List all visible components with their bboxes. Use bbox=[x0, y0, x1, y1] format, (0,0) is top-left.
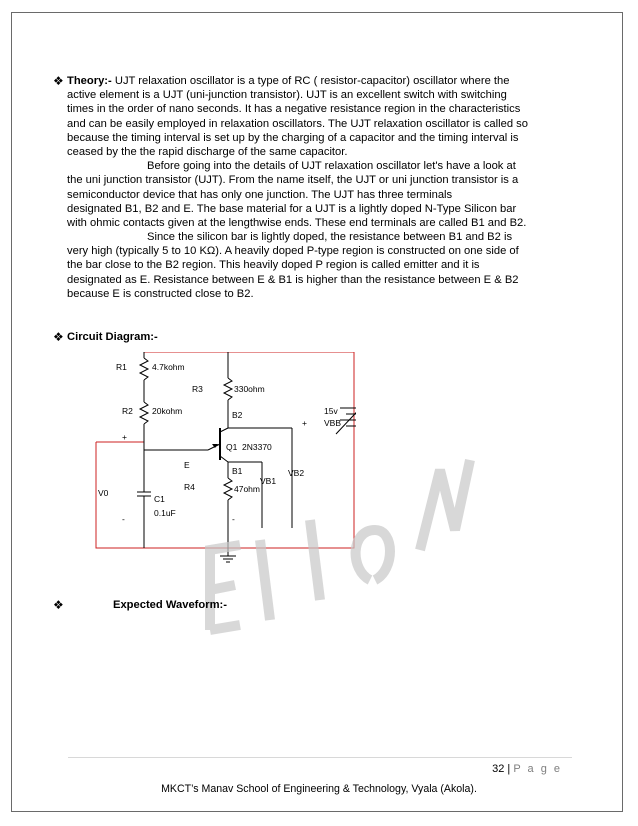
circuit-label: VB2 bbox=[288, 468, 305, 478]
theory-bullet-icon: ❖ bbox=[53, 74, 64, 88]
theory-line-15: designated as E. Resistance between E & B1 is higher than the resistance between E & B2 bbox=[67, 273, 519, 286]
waveform-bullet-icon: ❖ bbox=[53, 598, 64, 612]
circuit-label: 0.1uF bbox=[154, 508, 176, 518]
circuit-label: VBB bbox=[324, 418, 342, 428]
theory-line-12: Since the silicon bar is lightly doped, the resistance between B1 and B2 is bbox=[147, 231, 513, 244]
circuit-label: B1 bbox=[232, 466, 243, 476]
circuit-label: - bbox=[122, 514, 125, 524]
theory-line-16: because E is constructed close to B2. bbox=[67, 287, 254, 300]
circuit-bullet-icon: ❖ bbox=[53, 330, 64, 344]
theory-line-4: and can be easily employed in relaxation oscillators. The UJT relaxation oscillator is called so bbox=[67, 117, 528, 130]
circuit-label: C1 bbox=[154, 494, 165, 504]
circuit-heading: Circuit Diagram:- bbox=[67, 331, 158, 343]
theory-section bbox=[67, 74, 567, 301]
theory-line-3: times in the order of nano seconds. It has a negative resistance region in the characteristics bbox=[67, 103, 521, 116]
theory-line-8: the uni junction transistor (UJT). From the name itself, the UJT or uni junction transistor is a bbox=[67, 174, 519, 187]
circuit-label: - bbox=[232, 514, 235, 524]
circuit-label: R4 bbox=[184, 482, 195, 492]
circuit-label: 47ohm bbox=[234, 484, 260, 494]
theory-line-5: because the timing interval is set up by the charging of a capacitor and the timing interval is bbox=[67, 131, 519, 144]
circuit-label: E bbox=[184, 460, 190, 470]
circuit-label: R3 bbox=[192, 384, 203, 394]
circuit-label: 2N3370 bbox=[242, 442, 272, 452]
circuit-label: VB1 bbox=[260, 476, 277, 486]
circuit-label: 15v bbox=[324, 406, 338, 416]
page-number-value: 32 bbox=[492, 763, 505, 775]
theory-line-7: Before going into the details of UJT relaxation oscillator let's have a look at bbox=[147, 160, 516, 173]
circuit-label: 4.7kohm bbox=[152, 362, 185, 372]
circuit-label: Q1 bbox=[226, 442, 238, 452]
waveform-heading: Expected Waveform:- bbox=[113, 599, 227, 611]
theory-heading: Theory:- bbox=[67, 75, 112, 87]
theory-line-6: ceased by the the rapid discharge of the same capacitor. bbox=[67, 145, 348, 158]
circuit-label: B2 bbox=[232, 410, 243, 420]
circuit-label: R1 bbox=[116, 362, 127, 372]
circuit-diagram bbox=[92, 352, 356, 564]
circuit-label: 330ohm bbox=[234, 384, 265, 394]
page-word: P a g e bbox=[513, 763, 562, 775]
theory-line-9: semiconductor device that has only one junction. The UJT has three terminals bbox=[67, 188, 453, 201]
theory-line-2: active element is a UJT (uni-junction transistor). UJT is an excellent switch with switching bbox=[67, 89, 507, 102]
theory-line-1: Theory:- UJT relaxation oscillator is a type of RC ( resistor-capacitor) oscillator where the bbox=[67, 75, 510, 87]
theory-line-11: with ohmic contacts given at the lengthwise ends. These end terminals are called B1 and B2. bbox=[67, 216, 527, 229]
page-number bbox=[492, 763, 562, 775]
circuit-label: + bbox=[302, 418, 307, 428]
footer-divider bbox=[68, 757, 572, 758]
theory-line-13: very high (typically 5 to 10 KΩ). A heavily doped P-type region is constructed on one side of bbox=[67, 245, 519, 258]
theory-line-14: the bar close to the B2 region. This heavily doped P region is called emitter and it is bbox=[67, 259, 480, 272]
page-number-separator: | bbox=[507, 763, 511, 775]
circuit-label: 20kohm bbox=[152, 406, 183, 416]
circuit-label: V0 bbox=[98, 488, 109, 498]
footer-institute: MKCT’s Manav School of Engineering & Technology, Vyala (Akola). bbox=[161, 783, 477, 795]
theory-line-10: designated B1, B2 and E. The base material for a UJT is a lightly doped N-Type Silicon bar bbox=[67, 202, 517, 215]
circuit-label: + bbox=[122, 432, 127, 442]
circuit-label: R2 bbox=[122, 406, 133, 416]
